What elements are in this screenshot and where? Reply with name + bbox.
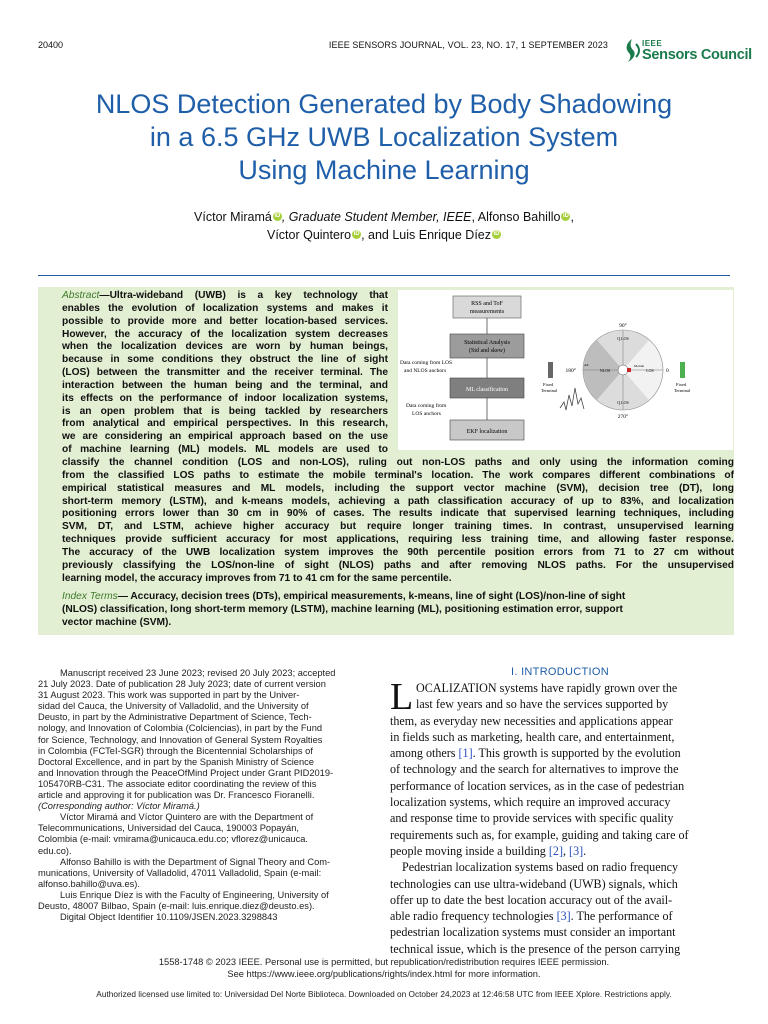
intro-line: and response time to provide services with specific quality xyxy=(390,811,674,826)
footnote-line: Deusto, 48007 Bilbao, Spain (e-mail: luis.enrique.diez@deusto.es). xyxy=(38,900,315,911)
index-terms-line: Index Terms— Accuracy, decision trees (DTs), empirical measurements, k-means, line of sight (LOS)/non-line of sight xyxy=(62,591,626,602)
footnote-line: 105470RB-C31. The associate editor coordinating the review of this xyxy=(38,778,317,789)
authorized-use-note: Authorized licensed use limited to: Universidad Del Norte Biblioteca. Downloaded on October 24,2023 at 12:46:58 UTC from IEEE Xplore. Restrictions apply. xyxy=(96,989,672,999)
footnote-line: Luis Enrique Díez is with the Faculty of Engineering, University of xyxy=(60,889,329,900)
manuscript-footnote xyxy=(38,668,380,923)
intro-line: people moving inside a building [2], [3]. xyxy=(390,843,587,858)
polar-label: LOS xyxy=(646,368,654,373)
polar-label: Q.LOS xyxy=(617,336,629,341)
figure-label: Terminal xyxy=(674,388,691,393)
logo-mark-icon xyxy=(622,38,642,64)
copyright-footer xyxy=(38,957,730,980)
abstract-line: from analytical and empirical perspectives. In this research, xyxy=(62,418,388,430)
title-line: NLOS Detection Generated by Body Shadowing xyxy=(95,89,673,119)
abstract-label: Abstract xyxy=(62,290,100,301)
footnote-line: Telecommunications, Universidad del Cauca, 190003 Popayán, xyxy=(38,823,299,834)
abstract-line: SVM, DT, and LSTM, achieve higher accuracy but require longer training times. In contrast, unsupervised learning xyxy=(62,521,734,533)
footnote-line: sidad del Cauca, the University of Valladolid, and the University of xyxy=(38,701,309,712)
author-name: Víctor Quintero xyxy=(266,228,352,242)
citation-link[interactable]: [3] xyxy=(556,909,571,924)
abstract-line: positioning errors lower than 30 cm in 90% of cases. The results indicate that supervised learning techniques, including xyxy=(62,508,734,520)
abstract-line: possible to provide more and better location-based services. xyxy=(62,315,388,327)
intro-line: of technology and the search for alternatives to improve the xyxy=(390,762,679,777)
drop-cap: L xyxy=(390,676,414,718)
index-terms-line: (NLOS) classification, long short-term memory (LSTM), machine learning (ML), positioning estimation error, support xyxy=(62,604,623,615)
abstract-line: its effects on the performance of indoor localization systems, xyxy=(62,392,388,404)
orcid-icon[interactable]: iD xyxy=(274,213,281,219)
orcid-icon[interactable]: iD xyxy=(353,231,360,237)
citation-link[interactable]: [3] xyxy=(569,843,584,858)
footnote-line: Digital Object Identifier 10.1109/JSEN.2023.3298843 xyxy=(60,912,278,923)
flow-box-label: ML classification xyxy=(466,387,508,393)
intro-line: technologies can use ultra-wideband (UWB) signals, which xyxy=(390,876,678,891)
intro-line: localization systems, which require an improved accuracy xyxy=(390,795,671,810)
intro-line: them, as everyday new necessities and applications appear xyxy=(390,713,673,728)
page-number: 20400 xyxy=(38,40,64,50)
intro-line: offer up to date the best location accuracy out of the avail- xyxy=(390,892,673,907)
polar-label: 180° xyxy=(565,368,576,374)
footnote-line: edu.co). xyxy=(38,845,72,856)
footnote-line: Deusto, in part by the Administrative Department of Science, Tech- xyxy=(38,712,312,723)
abstract-line: empirical statistical measures and ML models, including the support vector machine (SVM), decision tree (DT), long xyxy=(62,482,734,494)
index-terms-line: vector machine (SVM). xyxy=(62,617,172,628)
footnote-line: munications, University of Valladolid, 47011 Valladolid, Spain (e-mail: xyxy=(38,867,322,878)
footnote-line: article and approving it for publication was Dr. Francesco Fioranelli. xyxy=(38,790,315,801)
author-name: , Alfonso Bahillo xyxy=(471,210,561,224)
author-membership: , Graduate Student Member, IEEE xyxy=(281,210,472,224)
footnote-line: in Colombia (FCTeI-SGR) through the Bicentennial Scholarships of xyxy=(38,745,313,756)
abstract-line: short-term memory (LSTM), and k-means models, achieving a path classification accuracy of up to 83%, and localization xyxy=(62,495,734,507)
flow-box-label: Statistical Analysis xyxy=(464,340,510,346)
paper-title xyxy=(38,88,730,187)
abstract-line: is an open problem that is being tackled by researchers xyxy=(62,405,388,417)
author-line-1 xyxy=(38,208,730,226)
flow-box-label: (Std and skew) xyxy=(469,348,505,354)
abstract-line: when the localization devices are worn by human beings, xyxy=(62,341,388,353)
polar-label: 0 xyxy=(666,368,669,374)
journal-header: IEEE SENSORS JOURNAL, VOL. 23, NO. 17, 1 SEPTEMBER 2023 xyxy=(328,40,608,50)
copyright-line: 1558-1748 © 2023 IEEE. Personal use is permitted, but republication/redistribution requires IEEE permission. xyxy=(158,957,610,967)
intro-line: last few years and so have the services supported by xyxy=(416,697,669,712)
orcid-icon[interactable]: iD xyxy=(493,231,500,237)
abstract-line: because in some conditions they obstruct the line of sight xyxy=(62,354,388,366)
abstract-line: However, the accuracy of the localization system decreases xyxy=(62,328,388,340)
footnote-line: 31 August 2023. This work was supported in part by the Univer- xyxy=(38,690,300,701)
author-name: Víctor Miramá xyxy=(194,210,272,224)
author-name: , and Luis Enrique Díez xyxy=(361,228,492,242)
abstract-line: previously classifying the LOS/non-line of sight (NLOS) paths and after removing NLOS paths. For the unsupervised xyxy=(62,559,734,571)
footnote-line: 21 July 2023. Date of publication 28 July 2023; date of current version xyxy=(38,679,326,690)
intro-line: in fields such as marketing, health care, and entertainment, xyxy=(390,729,675,744)
abstract-line: of machine learning (ML) models. ML models are used to xyxy=(62,444,388,456)
flow-note: Data coming from LOS xyxy=(400,360,453,366)
polar-label: 90° xyxy=(619,323,627,329)
intro-line: technical issue, which is the presence of the person carrying xyxy=(390,941,681,956)
abstract-line: from the classified LOS paths to estimate the mobile terminal's location. The work compares different combinations of xyxy=(62,469,734,481)
abstract-line: classify the channel condition (LOS and non-LOS), ruling out non-LOS paths and only using the information coming xyxy=(62,456,734,468)
logo-name-text: Sensors Council xyxy=(642,47,752,63)
footnote-line: Doctoral Excellence, and in part by the Spanish Ministry of Science xyxy=(38,756,314,767)
logo-ieee-text: IEEE xyxy=(642,39,663,48)
abstract-text xyxy=(62,290,734,585)
index-terms xyxy=(62,590,734,629)
abstract-line: we are considering an empirical approach based on the use xyxy=(62,431,388,443)
author-line-2 xyxy=(38,226,730,244)
abstract-line: interaction between the human being and the terminal, and xyxy=(62,379,388,391)
footnote-line: Alfonso Bahillo is with the Department of Signal Theory and Com- xyxy=(60,856,331,867)
footnote-line: for Science, Technology, and Innovation of General System Royalties xyxy=(38,734,323,745)
footnote-line: Manuscript received 23 June 2023; revised 20 July 2023; accepted xyxy=(60,668,336,678)
abstract-line: techniques provide sufficient accuracy for most applications, requiring less training time, and allowing faster response. xyxy=(62,534,734,546)
introduction-text xyxy=(390,676,732,957)
polar-label: AP xyxy=(584,363,589,367)
title-line: in a 6.5 GHz UWB Localization System xyxy=(149,122,619,152)
flow-note: Data coming from xyxy=(406,403,447,409)
polar-label: Q.LOS xyxy=(617,400,629,405)
intro-line: performance of location services, as in the case of pedestrian xyxy=(390,778,685,793)
citation-link[interactable]: [1] xyxy=(458,746,473,761)
footnote-line: nology, and Innovation of Colombia (Colciencias), in part by the Fund xyxy=(38,723,323,734)
section-heading-introduction: I. INTRODUCTION xyxy=(511,666,609,678)
ieee-sensors-council-logo xyxy=(622,38,752,66)
orcid-icon[interactable]: iD xyxy=(562,213,569,219)
abstract-line: learning model, the accuracy improves from 71 to 41 cm for the same percentile. xyxy=(62,572,452,584)
footnote-line: alfonso.bahillo@uva.es). xyxy=(38,878,140,889)
citation-link[interactable]: [2] xyxy=(548,843,563,858)
title-rule xyxy=(38,275,730,276)
index-terms-label: Index Terms xyxy=(62,591,118,602)
abstract-line: Abstract—Ultra-wideband (UWB) is a key technology that xyxy=(62,290,388,301)
figure-label: Fixed xyxy=(543,382,554,387)
figure-label: Terminal xyxy=(541,388,558,393)
rights-link[interactable]: See https://www.ieee.org/publications/rights/index.html for more information. xyxy=(227,968,541,979)
abstract-line: The accuracy of the UWB localization system improves the 90th percentile position errors from 71 to 27 cm without xyxy=(62,546,734,558)
intro-line: requirements such as, for example, guiding and taking care of xyxy=(390,827,689,842)
polar-label: Mobile xyxy=(634,364,645,368)
intro-line: among others [1]. This growth is supported by the evolution xyxy=(390,746,681,761)
polar-label: 270° xyxy=(617,414,629,420)
footnote-line: and Innovation through the PeaceOfMind Project under Grant PID2019- xyxy=(38,767,334,778)
figure-label: Fixed xyxy=(676,382,687,387)
flow-note: LOS anchors xyxy=(412,411,441,417)
abstract-line: (LOS) between the transmitter and the receiver terminal. The xyxy=(62,367,388,379)
flow-box-label: EKF localization xyxy=(466,429,508,435)
polar-label: NLOS xyxy=(599,368,611,373)
title-line: Using Machine Learning xyxy=(238,155,530,185)
abstract-line: enables the evolution of localization systems and makes it xyxy=(62,302,388,314)
intro-line: able radio frequency technologies [3]. The performance of xyxy=(390,909,673,924)
intro-line: OCALIZATION systems have rapidly grown over the xyxy=(416,681,678,695)
footnote-line: (Corresponding author: Víctor Miramá.) xyxy=(38,801,200,812)
footnote-line: Colombia (e-mail: vmirama@unicauca.edu.co; vflorez@unicauca. xyxy=(38,834,309,845)
flow-box-label: RSS and ToF xyxy=(471,301,503,307)
separator: , xyxy=(570,210,574,224)
flow-note: and NLOS anchors xyxy=(404,368,447,374)
intro-line: Pedestrian localization systems based on radio frequency xyxy=(402,860,679,875)
author-list xyxy=(38,208,730,244)
footnote-line: Víctor Miramá and Víctor Quintero are with the Department of xyxy=(60,812,314,823)
intro-line: pedestrian localization systems must consider an important xyxy=(390,925,676,940)
flow-box-label: measurements xyxy=(469,309,505,315)
